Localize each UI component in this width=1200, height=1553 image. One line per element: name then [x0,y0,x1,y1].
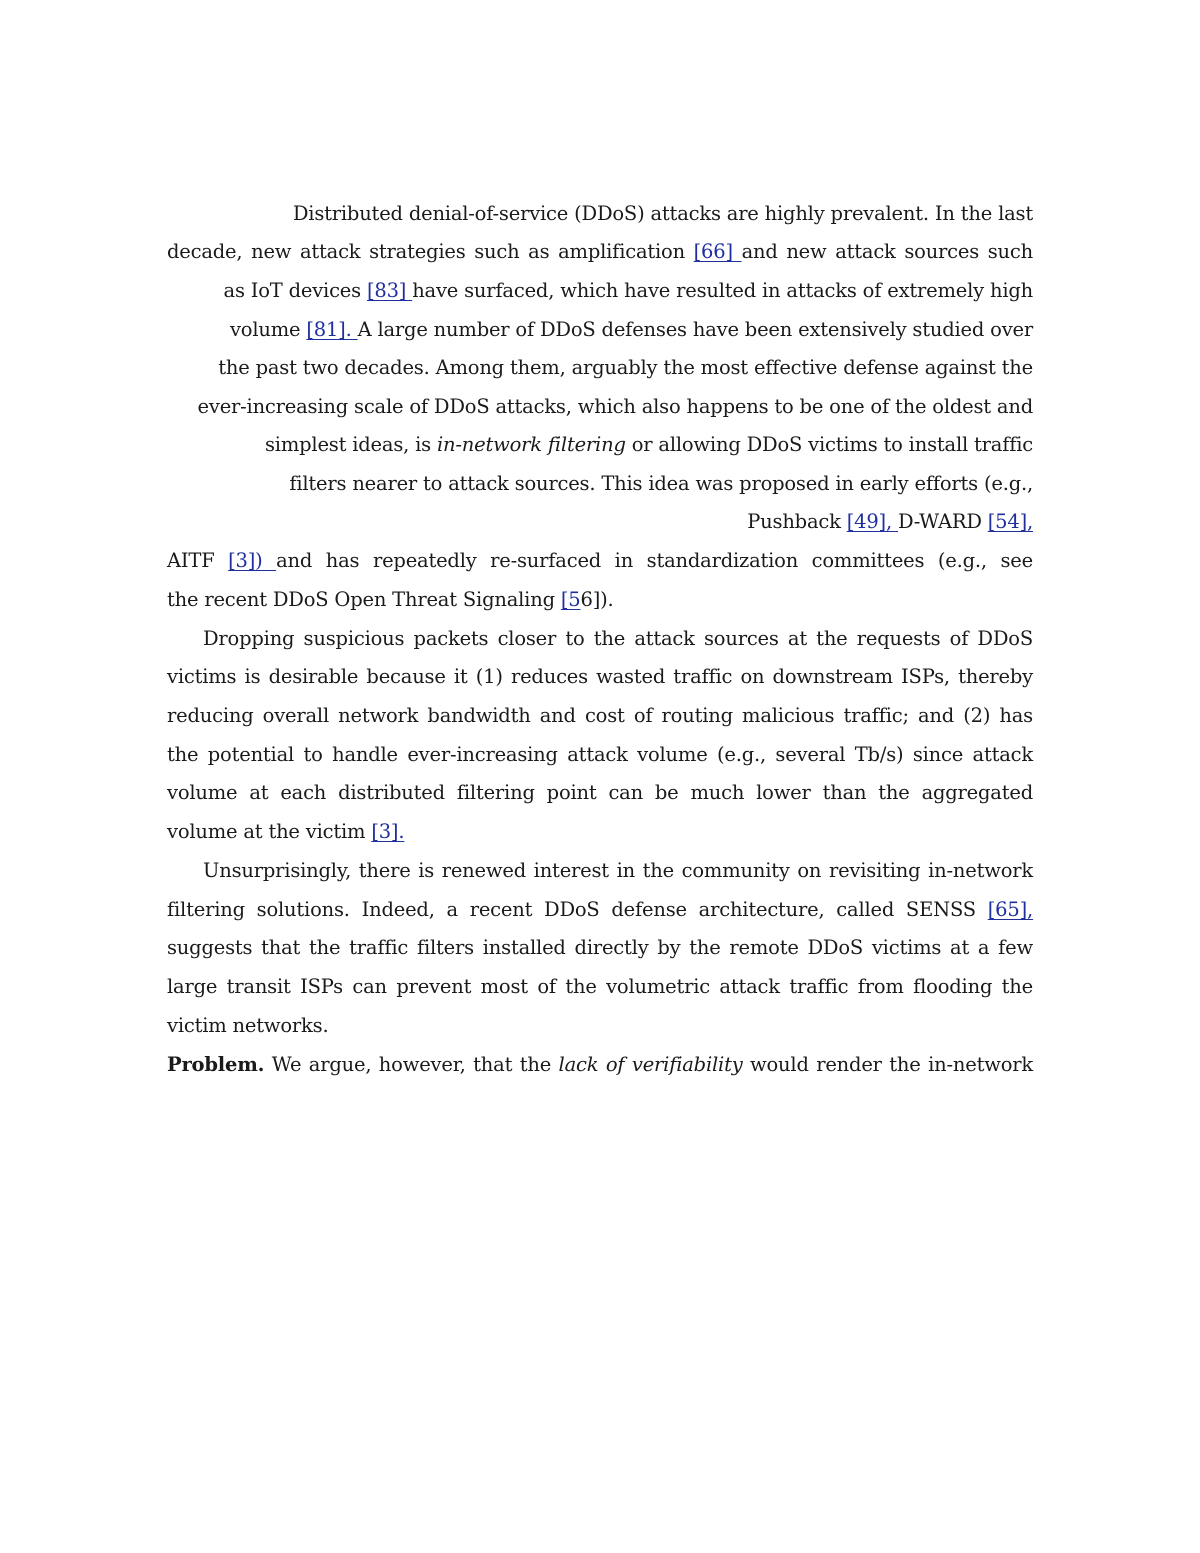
text-line [167,778,1033,808]
text-run: We argue, however, that the [264,1053,559,1076]
text-run: filtering solutions. Indeed, a recent DDoS defense architecture, called SENSS [167,898,988,921]
emphasis-text: lack of verifiability [558,1053,743,1076]
text-run: ever-increasing scale of DDoS attacks, which also happens to be one of the oldest and [197,395,1033,418]
text-line [167,701,1033,731]
text-line [167,817,1033,847]
text-run: 6]). [580,588,614,611]
text-line [167,972,1033,1002]
problem-heading: Problem. [167,1053,265,1076]
text-run: reducing overall network bandwidth and cost of routing malicious traffic; and (2) has [167,704,1033,727]
citation-link[interactable]: [3]. [371,820,405,843]
citation-link[interactable]: [3]) [228,549,277,572]
text-line [167,353,1033,383]
text-run: volume [229,318,307,341]
text-line [167,895,1033,925]
text-line [167,469,1033,499]
text-run: and has repeatedly re-surfaced in standardization committees (e.g., see [276,549,1033,572]
text-line [167,662,1033,692]
text-line [167,1011,1033,1041]
text-run: Unsurprisingly, there is renewed interest in the community on revisiting in-network [203,859,1033,882]
text-run: A large number of DDoS defenses have been extensively studied over [357,318,1033,341]
text-line [167,585,1033,615]
text-run: as IoT devices [223,279,367,302]
text-run: simplest ideas, is [265,433,437,456]
text-run: Distributed denial-of-service (DDoS) attacks are highly prevalent. In the last [292,202,1033,225]
citation-link[interactable]: [66] [693,240,742,263]
emphasis-text: in-network filtering [436,433,626,456]
text-run: D-WARD [897,510,988,533]
text-run: victim networks. [167,1014,329,1037]
text-line [167,933,1033,963]
text-run: have surfaced, which have resulted in attacks of extremely high [412,279,1033,302]
text-run: Dropping suspicious packets closer to the attack sources at the requests of DDoS [203,627,1033,650]
text-line [167,1050,1033,1080]
text-run: would render the in-network [742,1053,1033,1076]
citation-link[interactable]: [49], [846,510,898,533]
text-line [203,624,1033,654]
text-line [167,740,1033,770]
text-run: large transit ISPs can prevent most of the volumetric attack traffic from flooding the [167,975,1033,998]
text-line [167,546,1033,576]
text-line [167,276,1033,306]
text-run: volume at each distributed filtering point can be much lower than the aggregated [167,781,1033,804]
text-line [167,507,1033,537]
text-run: victims is desirable because it (1) reduces wasted traffic on downstream ISPs, thereby [167,665,1033,688]
text-run: suggests that the traffic filters installed directly by the remote DDoS victims at a few [167,936,1033,959]
citation-link[interactable]: [81]. [306,318,358,341]
text-run: volume at the victim [167,820,372,843]
text-run: Pushback [747,510,847,533]
text-line [167,315,1033,345]
text-line [167,430,1033,460]
citation-link[interactable]: [65], [987,898,1033,921]
text-line [167,199,1033,229]
text-run: filters nearer to attack sources. This idea was proposed in early efforts (e.g., [289,472,1033,495]
text-line [203,856,1033,886]
citation-link[interactable]: [54], [987,510,1033,533]
citation-link[interactable]: [83] [366,279,413,302]
text-run: the recent DDoS Open Threat Signaling [167,588,561,611]
text-run: the past two decades. Among them, arguably the most effective defense against the [218,356,1033,379]
text-run: and new attack sources such [741,240,1033,263]
text-run: AITF [167,549,229,572]
text-run: or allowing DDoS victims to install traffic [625,433,1033,456]
text-run: the potential to handle ever-increasing attack volume (e.g., several Tb/s) since attack [167,743,1033,766]
citation-link[interactable]: [5 [560,588,581,611]
text-line [167,392,1033,422]
text-line [167,237,1033,267]
text-run: decade, new attack strategies such as amplification [167,240,694,263]
